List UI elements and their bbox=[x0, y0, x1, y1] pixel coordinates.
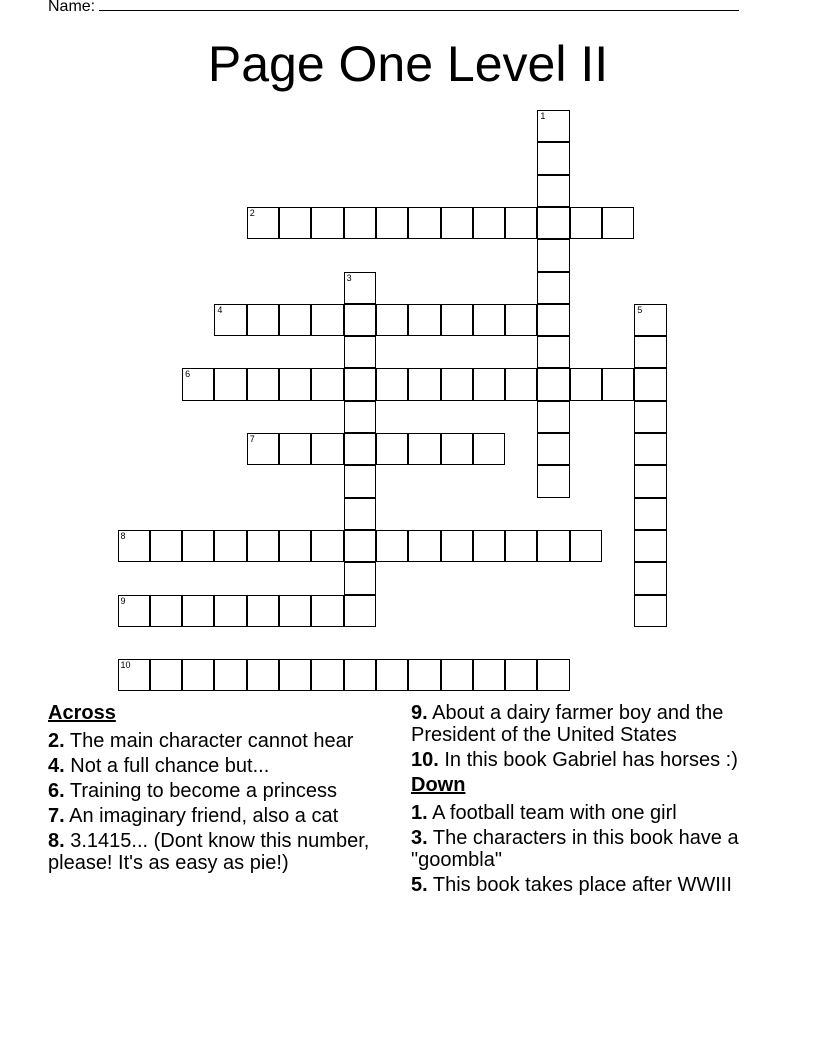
clue-down-3 bbox=[411, 827, 766, 871]
grid-cell[interactable] bbox=[214, 595, 246, 627]
clue-text: In this book Gabriel has horses :) bbox=[444, 749, 738, 771]
grid-cell[interactable] bbox=[570, 530, 602, 562]
grid-cell[interactable] bbox=[311, 595, 343, 627]
grid-cell[interactable] bbox=[247, 433, 279, 465]
grid-cell[interactable] bbox=[182, 368, 214, 400]
grid-cell[interactable] bbox=[344, 272, 376, 304]
grid-cell[interactable] bbox=[473, 368, 505, 400]
grid-cell[interactable] bbox=[441, 433, 473, 465]
cell-number: 4 bbox=[217, 304, 223, 315]
grid-cell[interactable] bbox=[247, 368, 279, 400]
clue-text: Not a full chance but... bbox=[70, 755, 270, 777]
cell-number: 5 bbox=[637, 304, 643, 315]
grid-cell[interactable] bbox=[376, 530, 408, 562]
clue-across-7 bbox=[48, 805, 388, 827]
grid-cell[interactable] bbox=[344, 207, 376, 239]
grid-cell[interactable] bbox=[311, 304, 343, 336]
grid-cell[interactable] bbox=[473, 659, 505, 691]
grid-cell[interactable] bbox=[408, 659, 440, 691]
grid-cell[interactable] bbox=[505, 207, 537, 239]
clue-text: An imaginary friend, also a cat bbox=[69, 805, 339, 827]
clue-number: 8. bbox=[48, 830, 65, 852]
cell-number: 9 bbox=[120, 595, 126, 606]
grid-cell[interactable] bbox=[537, 401, 569, 433]
grid-cell[interactable] bbox=[118, 659, 150, 691]
grid-cell[interactable] bbox=[537, 368, 569, 400]
clues-left-column bbox=[48, 702, 388, 877]
grid-cell[interactable] bbox=[441, 659, 473, 691]
grid-cell[interactable] bbox=[634, 530, 666, 562]
clue-number: 5. bbox=[411, 874, 428, 896]
grid-cell[interactable] bbox=[279, 207, 311, 239]
grid-cell[interactable] bbox=[473, 304, 505, 336]
grid-cell[interactable] bbox=[344, 368, 376, 400]
grid-cell[interactable] bbox=[602, 207, 634, 239]
cell-number: 6 bbox=[185, 369, 191, 380]
grid-cell[interactable] bbox=[214, 530, 246, 562]
grid-cell[interactable] bbox=[376, 368, 408, 400]
grid-cell[interactable] bbox=[150, 659, 182, 691]
down-heading: Down bbox=[411, 774, 466, 796]
grid-cell[interactable] bbox=[150, 530, 182, 562]
grid-cell[interactable] bbox=[150, 595, 182, 627]
grid-cell[interactable] bbox=[279, 595, 311, 627]
clue-text: About a dairy farmer boy and the President of the United States bbox=[411, 702, 724, 746]
grid-cell[interactable] bbox=[182, 659, 214, 691]
grid-cell[interactable] bbox=[634, 562, 666, 594]
clue-number: 7. bbox=[48, 805, 65, 827]
grid-cell[interactable] bbox=[602, 368, 634, 400]
grid-cell[interactable] bbox=[634, 336, 666, 368]
grid-cell[interactable] bbox=[537, 272, 569, 304]
grid-cell[interactable] bbox=[214, 659, 246, 691]
grid-cell[interactable] bbox=[634, 433, 666, 465]
grid-cell[interactable] bbox=[408, 530, 440, 562]
clue-number: 9. bbox=[411, 702, 428, 724]
grid-cell[interactable] bbox=[344, 595, 376, 627]
grid-cell[interactable] bbox=[182, 595, 214, 627]
clue-number: 3. bbox=[411, 827, 428, 849]
grid-cell[interactable] bbox=[537, 433, 569, 465]
clue-number: 4. bbox=[48, 755, 65, 777]
grid-cell[interactable] bbox=[376, 433, 408, 465]
grid-cell[interactable] bbox=[634, 465, 666, 497]
clue-text: The characters in this book have a "goombla" bbox=[411, 827, 739, 871]
grid-cell[interactable] bbox=[279, 659, 311, 691]
grid-cell[interactable] bbox=[344, 659, 376, 691]
grid-cell[interactable] bbox=[376, 304, 408, 336]
grid-cell[interactable] bbox=[311, 207, 343, 239]
grid-cell[interactable] bbox=[247, 304, 279, 336]
grid-cell[interactable] bbox=[505, 659, 537, 691]
grid-cell[interactable] bbox=[634, 498, 666, 530]
grid-cell[interactable] bbox=[537, 659, 569, 691]
grid-cell[interactable] bbox=[634, 304, 666, 336]
grid-cell[interactable] bbox=[247, 530, 279, 562]
clue-text: Training to become a princess bbox=[69, 780, 338, 802]
grid-cell[interactable] bbox=[634, 401, 666, 433]
name-label: Name: bbox=[48, 0, 96, 15]
clue-down-5 bbox=[411, 874, 766, 896]
grid-cell[interactable] bbox=[537, 530, 569, 562]
grid-cell[interactable] bbox=[537, 110, 569, 142]
cell-number: 10 bbox=[120, 660, 131, 671]
cell-number: 2 bbox=[249, 207, 255, 218]
clues-right-column bbox=[411, 702, 766, 899]
grid-cell[interactable] bbox=[118, 595, 150, 627]
grid-cell[interactable] bbox=[537, 175, 569, 207]
grid-cell[interactable] bbox=[505, 368, 537, 400]
cell-number: 7 bbox=[249, 434, 255, 444]
grid-cell[interactable] bbox=[634, 595, 666, 627]
clue-text: The main character cannot hear bbox=[69, 730, 354, 752]
clue-number: 10. bbox=[411, 749, 439, 771]
grid-cell[interactable] bbox=[311, 659, 343, 691]
grid-cell[interactable] bbox=[182, 530, 214, 562]
grid-cell[interactable] bbox=[441, 304, 473, 336]
grid-cell[interactable] bbox=[344, 530, 376, 562]
grid-cell[interactable] bbox=[570, 207, 602, 239]
clue-down-1 bbox=[411, 802, 766, 824]
across-heading: Across bbox=[48, 702, 116, 724]
grid-cell[interactable] bbox=[247, 595, 279, 627]
clue-across-9 bbox=[411, 702, 766, 746]
clue-number: 2. bbox=[48, 730, 65, 752]
grid-cell[interactable] bbox=[505, 304, 537, 336]
grid-cell[interactable] bbox=[473, 207, 505, 239]
grid-cell[interactable] bbox=[214, 368, 246, 400]
clue-across-6 bbox=[48, 780, 388, 802]
clue-text: This book takes place after WWIII bbox=[432, 874, 732, 896]
grid-cell[interactable] bbox=[311, 530, 343, 562]
grid-cell[interactable] bbox=[279, 433, 311, 465]
grid-cell[interactable] bbox=[441, 368, 473, 400]
clue-text: 3.1415... (Dont know this number, please! It's as easy as pie!) bbox=[48, 830, 370, 874]
clue-number: 1. bbox=[411, 802, 428, 824]
grid-cell[interactable] bbox=[537, 207, 569, 239]
grid-cell[interactable] bbox=[408, 433, 440, 465]
grid-cell[interactable] bbox=[634, 368, 666, 400]
grid-cell[interactable] bbox=[505, 530, 537, 562]
grid-cell[interactable] bbox=[214, 304, 246, 336]
clue-across-2 bbox=[48, 730, 388, 752]
grid-cell[interactable] bbox=[344, 401, 376, 433]
grid-cell[interactable] bbox=[311, 433, 343, 465]
grid-cell[interactable] bbox=[537, 465, 569, 497]
clue-across-4 bbox=[48, 755, 388, 777]
grid-cell[interactable] bbox=[408, 368, 440, 400]
grid-cell[interactable] bbox=[441, 207, 473, 239]
clue-number: 6. bbox=[48, 780, 65, 802]
grid-cell[interactable] bbox=[473, 433, 505, 465]
grid-cell[interactable] bbox=[376, 659, 408, 691]
clue-across-10 bbox=[411, 749, 766, 771]
cell-number: 3 bbox=[346, 272, 352, 283]
grid-cell[interactable] bbox=[279, 530, 311, 562]
grid-cell[interactable] bbox=[537, 304, 569, 336]
grid-cell[interactable] bbox=[441, 530, 473, 562]
grid-cell[interactable] bbox=[537, 336, 569, 368]
grid-cell[interactable] bbox=[344, 304, 376, 336]
grid-cell[interactable] bbox=[344, 336, 376, 368]
clue-text: A football team with one girl bbox=[432, 802, 677, 824]
grid-cell[interactable] bbox=[344, 465, 376, 497]
grid-cell[interactable] bbox=[247, 659, 279, 691]
cell-number: 8 bbox=[120, 530, 126, 541]
grid-cell[interactable] bbox=[537, 142, 569, 174]
grid-cell[interactable] bbox=[376, 207, 408, 239]
page-title: Page One Level II bbox=[207, 36, 609, 92]
clue-across-8 bbox=[48, 830, 388, 874]
grid-cell[interactable] bbox=[311, 368, 343, 400]
grid-cell[interactable] bbox=[344, 562, 376, 594]
grid-cell[interactable] bbox=[473, 530, 505, 562]
cell-number: 1 bbox=[540, 111, 546, 121]
grid-cell[interactable] bbox=[537, 239, 569, 271]
grid-cell[interactable] bbox=[279, 368, 311, 400]
grid-cell[interactable] bbox=[118, 530, 150, 562]
grid-cell[interactable] bbox=[408, 304, 440, 336]
grid-cell[interactable] bbox=[408, 207, 440, 239]
grid-cell[interactable] bbox=[279, 304, 311, 336]
grid-cell[interactable] bbox=[344, 433, 376, 465]
grid-cell[interactable] bbox=[570, 368, 602, 400]
grid-cell[interactable] bbox=[344, 498, 376, 530]
grid-cell[interactable] bbox=[247, 207, 279, 239]
